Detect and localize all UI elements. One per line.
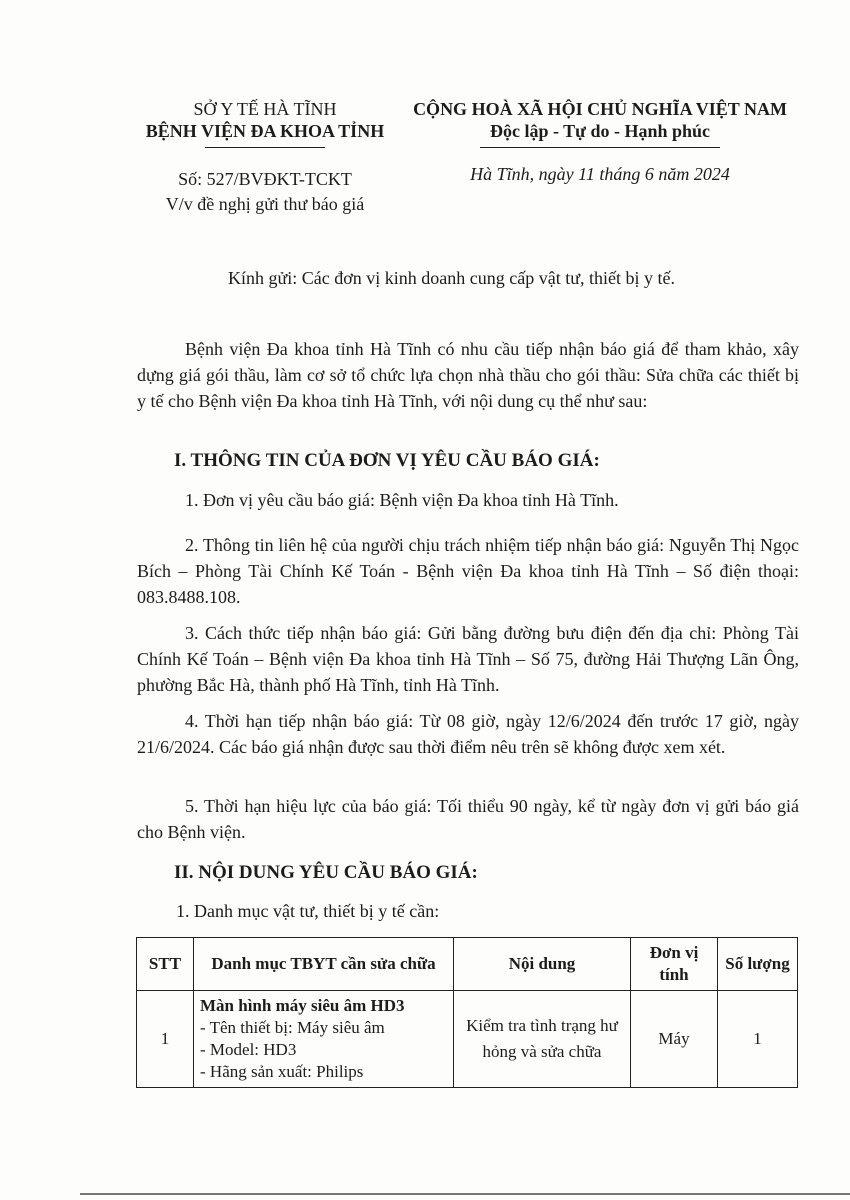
divider [480,147,720,148]
cell-stt: 1 [137,991,194,1088]
info-item-1: 1. Đơn vị yêu cầu báo giá: Bệnh viện Đa khoa tỉnh Hà Tĩnh. [185,490,619,510]
col-unit: Đơn vị tính [631,938,718,991]
cell-content: Kiểm tra tình trạng hư hỏng và sửa chữa [454,991,631,1088]
org-parent: SỞ Y TẾ HÀ TĨNH [193,99,337,119]
org-name: BỆNH VIỆN ĐA KHOA TỈNH [145,121,385,141]
cell-unit: Máy [631,991,718,1088]
info-item-2: 2. Thông tin liên hệ của người chịu trách nhiệm tiếp nhận báo giá: Nguyễn Thị Ngọc Bích – Phòng Tài Chính Kế Toán - Bệnh viện Đa khoa tỉnh Hà Tĩnh – Số điện thoại: 083.8488.108. [137,535,799,607]
table-header-row [137,938,798,991]
item-detail: - Hãng sản xuất: Philips [200,1062,364,1081]
cell-qty: 1 [718,991,798,1088]
section-2-title: II. NỘI DUNG YÊU CẦU BÁO GIÁ: [174,862,478,883]
doc-number: Số: 527/BVĐKT-TCKT [178,169,352,189]
page-bottom-line [80,1193,850,1195]
info-item-4: 4. Thời hạn tiếp nhận báo giá: Từ 08 giờ, ngày 12/6/2024 đến trước 17 giờ, ngày 21/6/2024. Các báo giá nhận được sau thời điểm nêu trên sẽ không được xem xét. [137,711,799,757]
doc-date: Hà Tĩnh, ngày 11 tháng 6 năm 2024 [470,164,730,184]
item-name: Màn hình máy siêu âm HD3 [200,996,405,1015]
col-content: Nội dung [454,938,631,991]
header-right [400,98,800,185]
section-2-sub: 1. Danh mục vật tư, thiết bị y tế cần: [176,901,440,921]
divider [205,147,325,148]
cell-name [194,991,454,1088]
info-item-5: 5. Thời hạn hiệu lực của báo giá: Tối thiểu 90 ngày, kể từ ngày đơn vị gửi báo giá cho Bệnh viện. [137,796,799,842]
motto: Độc lập - Tự do - Hạnh phúc [489,121,711,141]
col-name: Danh mục TBYT cần sửa chữa [194,938,454,991]
intro-paragraph: Bệnh viện Đa khoa tỉnh Hà Tĩnh có nhu cầu tiếp nhận báo giá để tham khảo, xây dựng giá gói thầu, làm cơ sở tổ chức lựa chọn nhà thầu cho gói thầu: Sửa chữa các thiết bị y tế cho Bệnh viện Đa khoa tỉnh Hà Tĩnh, với nội dung cụ thể như sau: [137,339,799,411]
items-table [136,937,798,1088]
col-stt: STT [137,938,194,991]
section-1-title: I. THÔNG TIN CỦA ĐƠN VỊ YÊU CẦU BÁO GIÁ: [174,450,600,471]
item-detail: - Model: HD3 [200,1040,297,1059]
item-detail: - Tên thiết bị: Máy siêu âm [200,1018,385,1037]
header-left [130,98,400,216]
doc-subject: V/v đề nghị gửi thư báo giá [165,194,365,214]
col-qty: Số lượng [718,938,798,991]
nation-title: CỘNG HOÀ XÃ HỘI CHỦ NGHĨA VIỆT NAM [413,99,787,119]
table-row [137,991,798,1088]
recipient: Kính gửi: Các đơn vị kinh doanh cung cấp vật tư, thiết bị y tế. [228,268,675,288]
info-item-3: 3. Cách thức tiếp nhận báo giá: Gửi bằng đường bưu điện đến địa chỉ: Phòng Tài Chính Kế Toán – Bệnh viện Đa khoa tỉnh Hà Tĩnh – Số 75, đường Hải Thượng Lãn Ông, phường Bắc Hà, thành phố Hà Tĩnh, tỉnh Hà Tĩnh. [137,623,799,695]
